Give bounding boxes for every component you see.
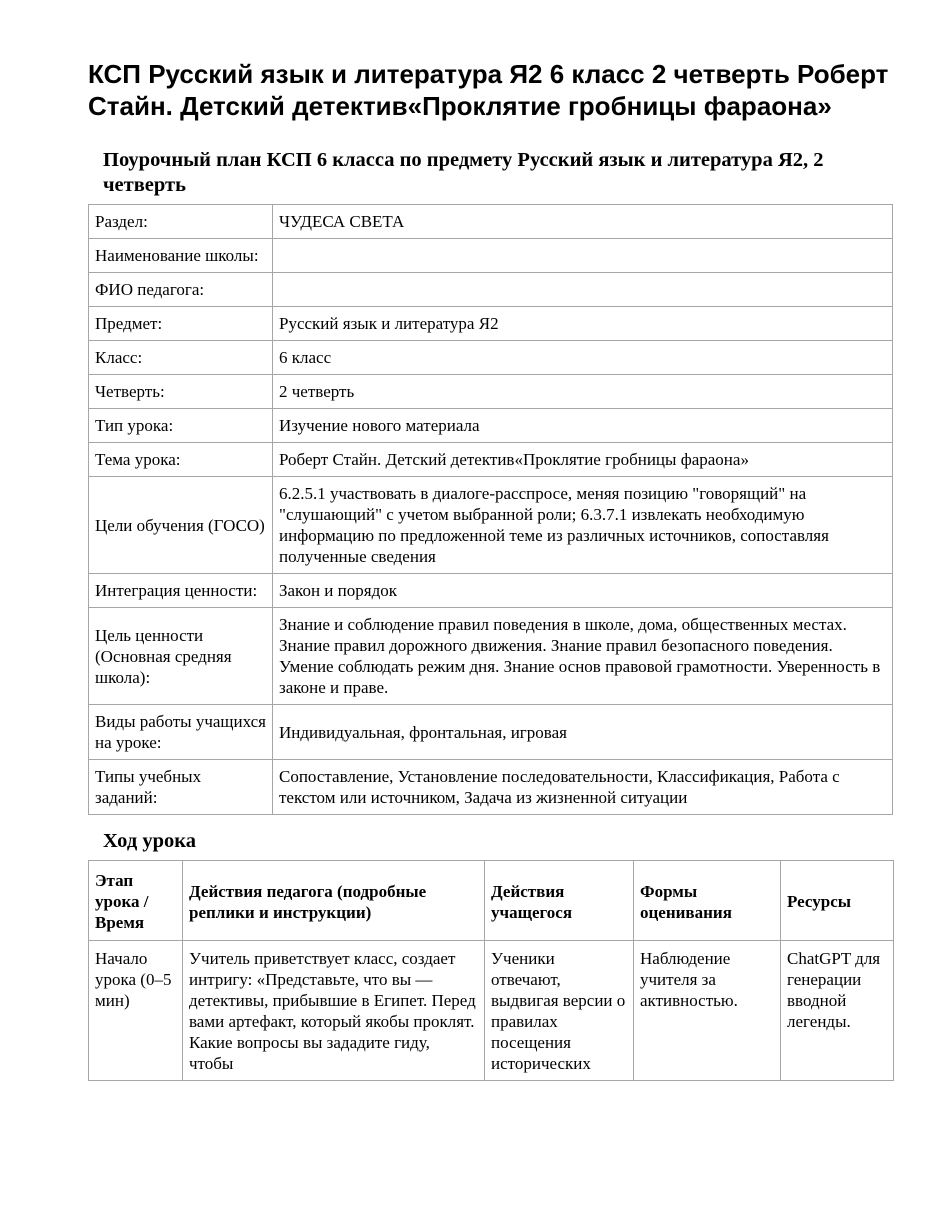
info-value [273,273,893,307]
info-label: Типы учебных заданий: [89,760,273,815]
info-label: Наименование школы: [89,239,273,273]
table-row [89,477,893,574]
table-row [89,941,894,1081]
info-value: Сопоставление, Установление последовательности, Классификация, Работа с текстом или источником, Задача из жизненной ситуации [273,760,893,815]
table-row [89,239,893,273]
cell-resources [781,941,894,1081]
info-value: 6.2.5.1 участвовать в диалоге-расспросе, меняя позицию "говорящий" на "слушающий" с учетом выбранной роли; 6.3.7.1 извлекать необходимую информацию по предложенной теме из различных источников, сопоставляя полученные сведения [273,477,893,574]
info-label: Предмет: [89,307,273,341]
table-row [89,443,893,477]
stage-text: Начало урока (0–5 мин) [95,949,172,1010]
cell-stage [89,941,183,1081]
flow-header-row [89,861,894,941]
lesson-info-table [88,204,893,815]
info-value: 6 класс [273,341,893,375]
info-label: Тема урока: [89,443,273,477]
assessment-text: Наблюдение учителя за активностью. [640,949,738,1010]
info-label: Виды работы учащихся на уроке: [89,705,273,760]
info-value: ЧУДЕСА СВЕТА [273,205,893,239]
info-label: ФИО педагога: [89,273,273,307]
info-label: Цели обучения (ГОСО) [89,477,273,574]
info-value [273,239,893,273]
info-value: Русский язык и литература Я2 [273,307,893,341]
info-label: Четверть: [89,375,273,409]
table-row [89,608,893,705]
header-assessment: Формы оценивания [634,861,781,941]
table-row [89,375,893,409]
cell-assessment [634,941,781,1081]
info-value: Закон и порядок [273,574,893,608]
teacher-text: Учитель приветствует класс, создает интригу: «Представьте, что вы — детективы, прибывшие в Египет. Перед вами артефакт, который якобы проклят. Какие вопросы вы зададите гиду, чтобы [189,949,476,1073]
info-value: Изучение нового материала [273,409,893,443]
info-label: Интеграция ценности: [89,574,273,608]
plan-heading: Поурочный план КСП 6 класса по предмету Русский язык и литература Я2, 2 четверть [103,149,824,196]
resources-text: ChatGPT для генерации вводной легенды. [787,949,881,1031]
document-title: КСП Русский язык и литература Я2 6 класс 2 четверть Роберт Стайн. Детский детектив«Проклятие гробницы фараона» [88,59,889,121]
table-row [89,574,893,608]
header-student-actions: Действия учащегося [485,861,634,941]
lesson-flow-table [88,860,894,1081]
table-row [89,205,893,239]
header-teacher-actions: Действия педагога (подробные реплики и инструкции) [183,861,485,941]
info-value: Роберт Стайн. Детский детектив«Проклятие гробницы фараона» [273,443,893,477]
document-page [88,58,893,1081]
table-row [89,307,893,341]
table-row [89,273,893,307]
info-value: Знание и соблюдение правил поведения в школе, дома, общественных местах. Знание правил дорожного движения. Знание правил безопасного поведения. Умение соблюдать режим дня. Знание основ правовой грамотности. Уверенность в законе и праве. [273,608,893,705]
info-label: Раздел: [89,205,273,239]
info-value: 2 четверть [273,375,893,409]
student-text: Ученики отвечают, выдвигая версии о правилах посещения исторических [491,949,626,1073]
header-resources: Ресурсы [781,861,894,941]
table-row [89,409,893,443]
info-value: Индивидуальная, фронтальная, игровая [273,705,893,760]
table-row [89,705,893,760]
flow-heading: Ход урока [103,830,196,852]
table-row [89,760,893,815]
info-label: Цель ценности (Основная средняя школа): [89,608,273,705]
header-stage: Этап урока / Время [89,861,183,941]
info-label: Тип урока: [89,409,273,443]
table-row [89,341,893,375]
cell-teacher [183,941,485,1081]
info-label: Класс: [89,341,273,375]
cell-student [485,941,634,1081]
